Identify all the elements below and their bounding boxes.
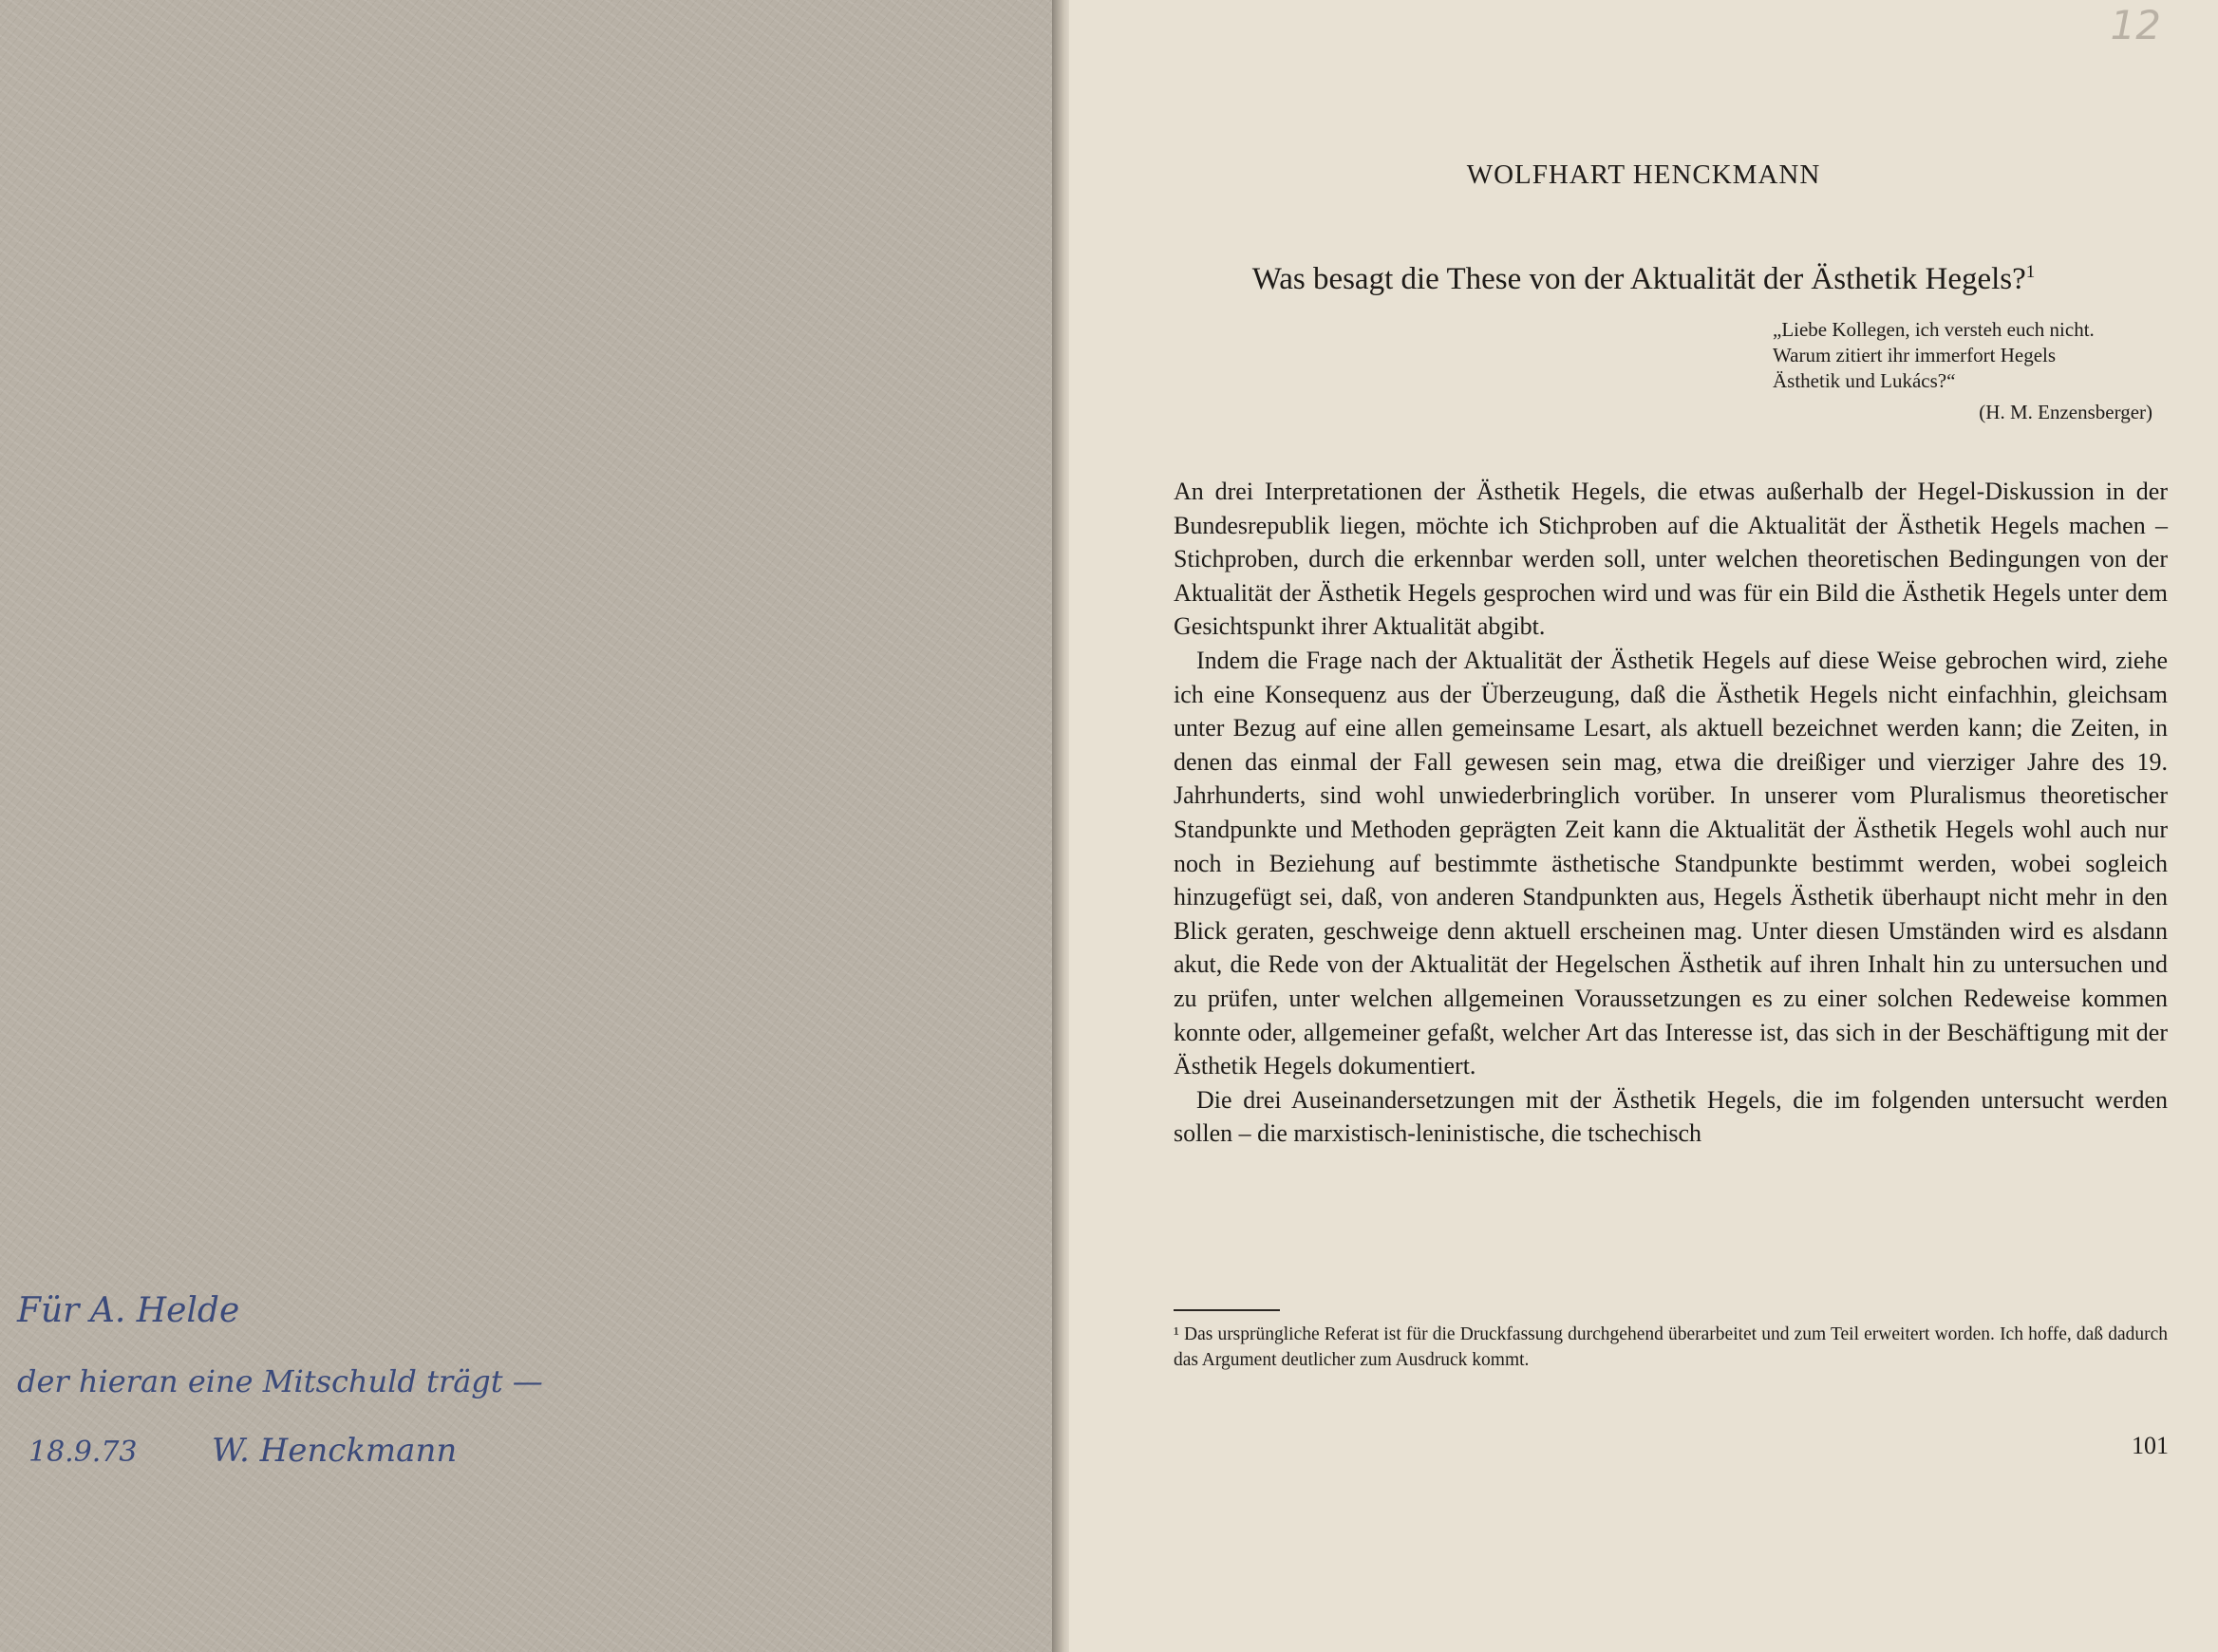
pencil-page-mark: 12 xyxy=(2110,2,2161,48)
footnote-rule xyxy=(1174,1309,1280,1311)
dedication-date: 18.9.73 xyxy=(28,1436,138,1469)
paragraph: An drei Interpretationen der Ästhetik Hegels, die etwas außerhalb der Hegel-Diskussion in der Bundesrepublik liegen, möchte ich Stichproben auf die Aktualität der Ästhetik Hegels machen – Stichproben, durch die erkennbar werden soll, unter welchen theoretischen Bedingungen von der Aktualität der Ästhetik Hegels gesprochen wird und was für ein Bild die Ästhetik Hegels unter dem Gesichtspunkt ihrer Aktualität abgibt. xyxy=(1174,478,2168,641)
dedication-line-1: Für A. Helde xyxy=(17,1291,240,1330)
author-name: WOLFHART HENCKMANN xyxy=(1466,160,1821,190)
article-title xyxy=(1069,262,2218,297)
paragraph: Indem die Frage nach der Aktualität der Ästhetik Hegels auf diese Weise gebrochen wird, ziehe ich eine Konsequenz aus der Überzeugung, daß die Ästhetik Hegels nicht einfachhin, gleichsam unter Bezug auf eine allen gemeinsame Lesart, als aktuell bezeichnet werden kann; die Zeiten, in denen das einmal der Fall gewesen sein mag, etwa die dreißiger und vierziger Jahre des 19. Jahrhunderts, sind wohl unwiederbringlich vorüber. In unserer vom Pluralismus theoretischer Standpunkte und Methoden geprägten Zeit kann die Aktualität der Ästhetik Hegels wohl auch nur noch in Beziehung auf bestimmte ästhetische Standpunkte bestimmt werden, wobei sogleich hinzugefügt sei, daß, von anderen Standpunkten aus, Hegels Ästhetik überhaupt nicht mehr in den Blick geraten, geschweige denn aktuell erscheinen mag. Unter diesen Umständen wird es alsdann akut, die Rede von der Aktualität der Hegelschen Ästhetik auf ihren Inhalt hin zu untersuchen und zu prüfen, unter welchen allgemeinen Voraussetzungen es zu einer solchen Redeweise kommen konnte oder, allgemeiner gefaßt, welcher Art das Interesse ist, das sich in der Beschäftigung mit der Ästhetik Hegels dokumentiert. xyxy=(1174,646,2168,1080)
epigraph xyxy=(1773,317,2152,425)
right-page xyxy=(1069,0,2218,1652)
page-number: 101 xyxy=(2132,1432,2169,1459)
epigraph-line-1: „Liebe Kollegen, ich versteh euch nicht. xyxy=(1773,318,2095,341)
paragraph: Die drei Auseinandersetzungen mit der Ästhetik Hegels, die im folgenden untersucht werden sollen – die marxistisch-leninistische, die tschechisch xyxy=(1174,1085,2168,1148)
epigraph-source: (H. M. Enzensberger) xyxy=(1979,401,2152,423)
article-title-text: Was besagt die These von der Aktualität der Ästhetik Hegels? xyxy=(1251,262,2026,296)
left-page-endpaper xyxy=(0,0,1060,1652)
footnote: ¹ Das ursprüngliche Referat ist für die Druckfassung durchgehend überarbeitet und zum Teil erweitert worden. Ich hoffe, daß dadurch das Argument deutlicher zum Ausdruck kommt. xyxy=(1174,1324,2168,1370)
epigraph-line-3: Ästhetik und Lukács?“ xyxy=(1773,369,1956,392)
body-text xyxy=(1174,475,2168,1151)
epigraph-line-2: Warum zitiert ihr immerfort Hegels xyxy=(1773,344,2057,366)
title-footnote-marker: 1 xyxy=(2025,262,2036,282)
signature: W. Henckmann xyxy=(212,1432,458,1470)
dedication-line-2: der hieran eine Mitschuld trägt — xyxy=(17,1363,543,1399)
